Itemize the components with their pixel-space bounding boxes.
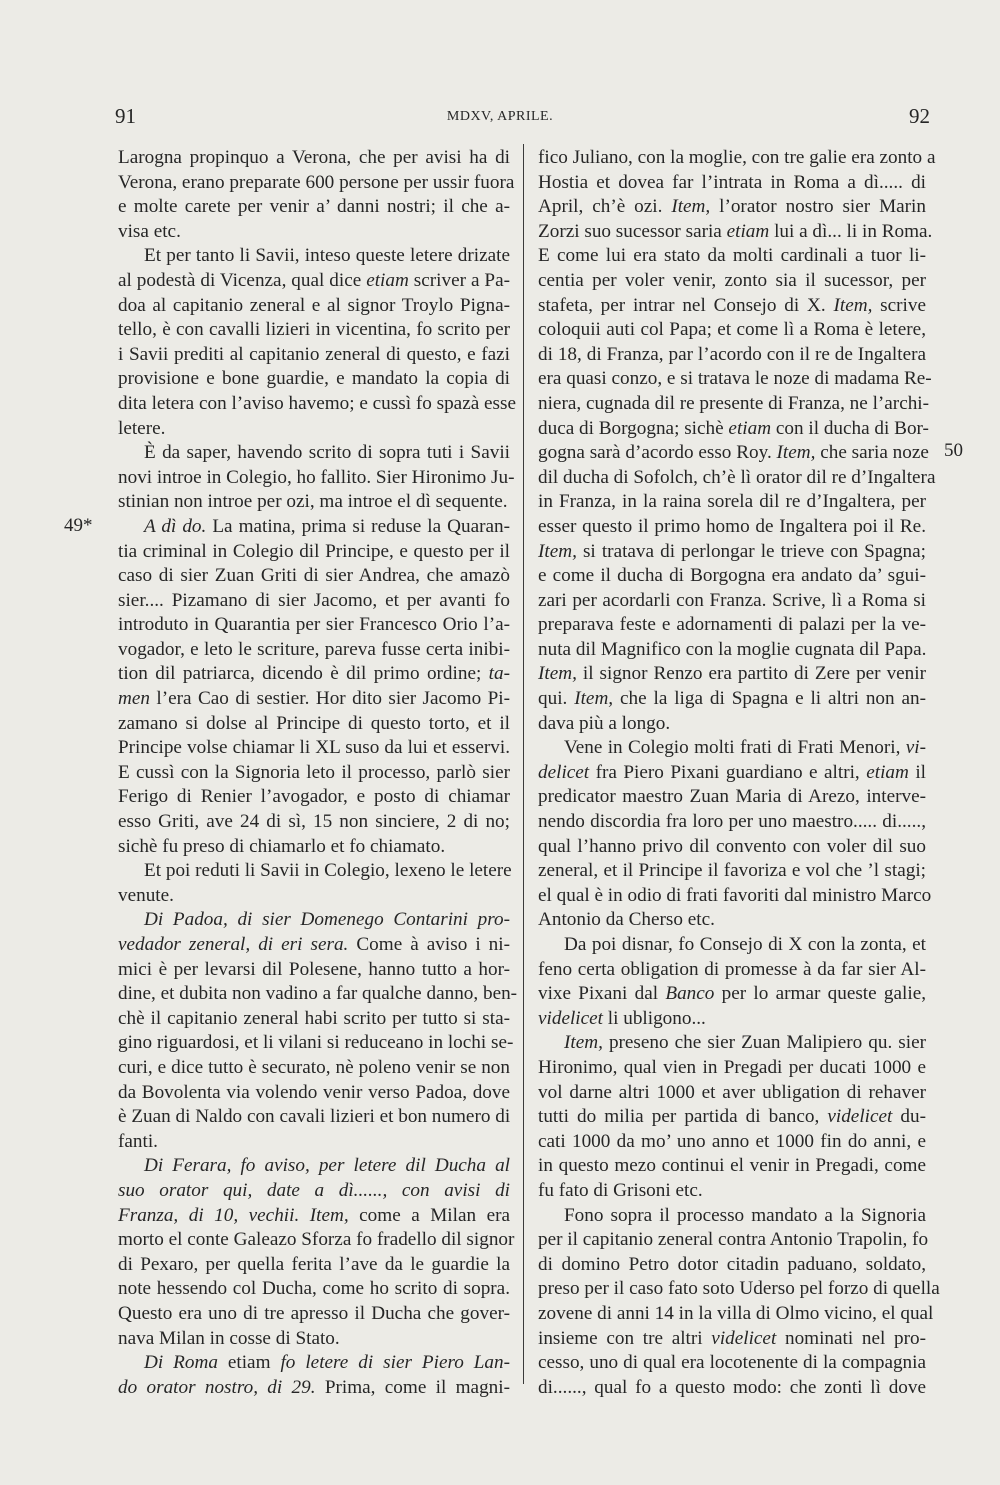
- text-line: [118, 613, 510, 638]
- text-line: [538, 441, 929, 466]
- text-run: dil ducha di Sofolch, ch’è lì orator dil re d’Ingaltera: [538, 466, 936, 488]
- text-run: esso Griti, ave 24 di sì, 15 non sinciere, 2 di no;: [118, 811, 510, 833]
- text-run: per lo armar queste galie,: [714, 983, 927, 1005]
- text-line: [118, 244, 510, 269]
- text-run: qual l’hanno privo dil convento con voler dil suo: [538, 835, 926, 857]
- text-line: [118, 564, 510, 589]
- text-line: [538, 343, 926, 368]
- text-run: Questo era uno di tre apresso il Ducha che gover-: [118, 1302, 510, 1324]
- text-line: [538, 490, 926, 515]
- text-line: [118, 1351, 510, 1376]
- text-run: come a Milan era: [348, 1204, 510, 1226]
- text-run: preparava feste e adornamenti di palazi per la ve-: [538, 614, 926, 636]
- text-run: chè il capitanio zeneral habi scrito per tutto si sta-: [118, 1007, 510, 1029]
- text-line: [538, 171, 926, 196]
- text-run: stinian non introe per ozi, ma introe el dì sequente.: [118, 491, 508, 513]
- text-run: centia per voler venir, zonto sia il sucessor, per: [538, 269, 926, 291]
- text-line: [118, 1007, 510, 1032]
- text-run: si tratava di perlongar le trieve con Spagna;: [576, 540, 926, 562]
- text-line: [118, 515, 510, 540]
- text-line: [118, 441, 510, 466]
- text-line: [118, 958, 510, 983]
- text-line: [538, 613, 926, 638]
- text-line: [118, 761, 510, 786]
- text-line: [538, 244, 926, 269]
- text-run: Hironimo, qual vien in Pregadi per ducati 1000 e: [538, 1056, 926, 1078]
- text-run: etiam: [217, 1352, 281, 1374]
- text-run: Larogna propinquo a Verona, che per avisi ha di: [118, 147, 510, 168]
- text-line: [538, 1007, 926, 1032]
- text-run: Et poi reduti li Savii in Colegio, lexeno le letere: [144, 860, 512, 882]
- text-line: [538, 564, 926, 589]
- text-run: tello, è con cavalli lizieri in vicentina, fo scrito per: [118, 319, 510, 341]
- text-line: [118, 220, 510, 245]
- text-line: [538, 736, 926, 761]
- text-run: zovene di anni 14 in la villa di Olmo vicino, el qual: [538, 1302, 934, 1324]
- italic-text: men: [118, 688, 150, 710]
- text-run: note hessendo col Ducha, come ho scrito di sopra.: [118, 1278, 510, 1300]
- text-run: nuta dil Magnifico con la moglie cugnata dil Papa.: [538, 638, 927, 660]
- text-line: [118, 1179, 510, 1204]
- text-run: fra Piero Pixani guardiano e altri,: [589, 761, 867, 783]
- text-run: Prima, come il magni-: [315, 1376, 510, 1398]
- left-margin-note: 49*: [64, 515, 93, 536]
- text-line: [118, 712, 510, 737]
- text-line: [538, 958, 926, 983]
- text-line: [538, 367, 932, 392]
- italic-text: Item,: [564, 1032, 603, 1054]
- text-line: [538, 982, 926, 1007]
- text-run: insieme con tre altri: [538, 1327, 712, 1349]
- text-line: [118, 146, 510, 171]
- text-line: [538, 1154, 926, 1179]
- text-run: dava più a longo.: [538, 712, 671, 734]
- text-line: [118, 540, 510, 565]
- text-run: che la liga di Spagna e li altri non an-: [613, 688, 926, 710]
- text-run: scriver a Pa-: [408, 269, 510, 291]
- text-run: introduto in Quarantia per sier Francesco Orio l’a-: [118, 614, 510, 636]
- text-run: vol darne altri 1000 et aver ubligation di rehaver: [538, 1081, 926, 1103]
- text-run: da Bovolenta via volendo venir verso Padoa, dove: [118, 1081, 510, 1103]
- italic-text: etiam: [728, 417, 772, 439]
- text-line: [538, 1056, 926, 1081]
- text-run: gino riguardosi, et li vilani si reduceano in lochi se-: [118, 1032, 514, 1054]
- text-run: sichè fu preso di chiamarlo et fo chiamato.: [118, 835, 446, 857]
- text-line: [538, 466, 936, 491]
- text-line: [118, 933, 510, 958]
- text-line: [118, 859, 510, 884]
- text-run: in Franza, in la raina sorela dil re d’Ingaltera, per: [538, 491, 926, 513]
- text-run: curi, e dice tutto è securato, nè poleno venir se non: [118, 1056, 510, 1078]
- text-run: cesso, uno di qual era locotenente di la compagnia: [538, 1352, 926, 1374]
- text-line: [538, 417, 929, 442]
- text-line: [538, 785, 926, 810]
- text-run: E come lui era stato da molti cardinali a tuor li-: [538, 245, 926, 267]
- text-line: [118, 490, 510, 515]
- text-run: dine, et dubita non vadino a far qualche danno, ben-: [118, 983, 518, 1005]
- italic-text: videlicet: [538, 1007, 603, 1029]
- italic-text: A dì do.: [144, 515, 207, 537]
- text-run: Come à aviso i ni-: [348, 934, 510, 955]
- text-run: Fono sopra il processo mandato a la Signoria: [564, 1204, 926, 1226]
- italic-text: suo orator qui, date a dì......, con avisi di: [118, 1179, 510, 1201]
- italic-text: Item,: [833, 294, 873, 316]
- text-line: [538, 318, 926, 343]
- italic-text: etiam: [866, 761, 909, 783]
- text-run: che saria noze: [815, 442, 929, 464]
- text-line: [118, 1031, 514, 1056]
- text-line: [538, 835, 926, 860]
- text-line: [538, 1130, 926, 1155]
- text-run: nominati nel pro-: [776, 1327, 926, 1349]
- text-line: [118, 810, 510, 835]
- text-run: duca di Borgogna; sichè: [538, 417, 729, 439]
- text-run: fu fato di Grisoni etc.: [538, 1179, 703, 1201]
- text-line: [538, 908, 926, 933]
- text-line: [118, 1327, 510, 1352]
- italic-text: ta-: [488, 663, 510, 685]
- text-line: [118, 269, 510, 294]
- text-run: Da poi disnar, fo Consejo di X con la zonta, et: [564, 934, 926, 955]
- text-run: nava Milan in cosse di Stato.: [118, 1327, 340, 1349]
- left-text-column: [118, 146, 518, 1400]
- text-run: zeneral, et il Principe il favoriza e vol che ’l stagi;: [538, 860, 926, 882]
- text-line: [118, 736, 510, 761]
- italic-text: vi-: [905, 737, 926, 759]
- text-line: [538, 884, 932, 909]
- text-line: [118, 294, 510, 319]
- text-run: letere.: [118, 417, 166, 439]
- text-run: e come il ducha di Borgogna era andato da’ sgui-: [538, 565, 926, 587]
- text-line: [118, 1105, 510, 1130]
- text-line: [538, 1376, 926, 1401]
- text-line: [118, 171, 515, 196]
- text-run: qui.: [538, 688, 575, 710]
- text-run: Et per tanto li Savii, inteso queste letere drizate: [144, 245, 510, 267]
- italic-text: videlicet: [827, 1106, 893, 1128]
- text-run: di 18, di Franza, par l’acordo con il re de Ingaltera: [538, 343, 926, 365]
- italic-text: Di Roma: [144, 1352, 218, 1374]
- text-run: novi introe in Colegio, ho fallito. Sier Hironimo Ju-: [118, 466, 515, 488]
- text-run: Principe volse chiamar li XL suso da lui et esservi.: [118, 737, 510, 759]
- text-line: [118, 318, 510, 343]
- text-run: caso di sier Zuan Griti di sier Andrea, che amazò: [118, 565, 510, 587]
- text-run: E cussì con la Signoria leto il processo, parlò sier: [118, 761, 510, 783]
- italic-text: Item,: [776, 442, 816, 464]
- text-line: [538, 933, 926, 958]
- text-line: [118, 1154, 510, 1179]
- text-line: [538, 1204, 926, 1229]
- italic-text: etiam: [726, 220, 770, 242]
- italic-text: Item,: [574, 688, 614, 710]
- text-run: di domino Petro dotor citadin paduano, soldato,: [538, 1253, 926, 1275]
- text-run: il: [908, 761, 926, 783]
- text-line: [538, 146, 936, 171]
- text-line: [118, 1277, 510, 1302]
- right-margin-note: 50: [944, 440, 963, 461]
- text-line: [538, 195, 926, 220]
- text-line: [118, 662, 510, 687]
- text-run: per il capitanio zeneral contra Antonio Trapolin, fo: [538, 1229, 929, 1251]
- italic-text: Item,: [538, 540, 577, 562]
- right-page-number: 92: [909, 104, 930, 128]
- text-line: [538, 1031, 926, 1056]
- text-line: [118, 367, 510, 392]
- text-run: vixe Pixani dal: [538, 983, 666, 1005]
- text-run: Hostia et dovea far l’intrata in Roma a dì..... di: [538, 171, 926, 193]
- text-run: stafeta, per intrar nel Consejo di X.: [538, 294, 834, 316]
- text-run: al podestà di Vicenza, qual dice: [118, 269, 367, 291]
- text-line: [538, 294, 926, 319]
- text-line: [538, 662, 926, 687]
- text-line: [118, 1130, 510, 1155]
- text-line: [538, 859, 926, 884]
- text-run: du-: [892, 1106, 926, 1128]
- text-run: è Zuan di Naldo con cavali lizieri et bon numero di: [118, 1106, 511, 1128]
- text-line: [538, 761, 926, 786]
- text-line: [538, 810, 926, 835]
- text-line: [538, 1327, 926, 1352]
- text-run: l’orator nostro sier Marin: [710, 196, 926, 218]
- text-line: [118, 392, 516, 417]
- text-run: lui a dì... li in Roma.: [769, 220, 933, 242]
- text-run: scrive: [872, 294, 926, 316]
- text-line: [538, 1277, 940, 1302]
- text-run: vogador, e leto le scriture, pareva fusse certa inibi-: [118, 638, 510, 660]
- text-run: e molte carete per venir a’ danni nostri; il che a-: [118, 196, 510, 218]
- running-title: MDXV, APRILE.: [446, 109, 554, 124]
- text-run: el qual è in odio di frati favoriti dal ministro Marco: [538, 884, 932, 906]
- text-line: [118, 908, 510, 933]
- text-line: [118, 1253, 510, 1278]
- text-run: in questo mezo continui el venir in Pregadi, come: [538, 1155, 926, 1177]
- right-text-column: [538, 146, 940, 1400]
- italic-text: delicet: [538, 761, 590, 783]
- text-run: fico Juliano, con la moglie, con tre galie era zonto a: [538, 147, 936, 168]
- text-line: [118, 1376, 510, 1401]
- text-line: [538, 220, 933, 245]
- text-line: [118, 1302, 510, 1327]
- text-line: [118, 835, 510, 860]
- text-line: [538, 392, 930, 417]
- italic-text: Item,: [538, 663, 577, 685]
- text-run: li ubligono...: [602, 1007, 706, 1029]
- italic-text: vedador zeneral, di eri sera.: [118, 934, 349, 955]
- text-run: visa etc.: [118, 220, 181, 242]
- text-line: [118, 785, 510, 810]
- text-run: sier.... Pizamano di sier Jacomo, et per avanti fo: [118, 589, 510, 611]
- text-line: [538, 1351, 926, 1376]
- text-run: preso per il caso fato soto Uderso pel forzo di quella: [538, 1278, 940, 1300]
- text-line: [118, 195, 510, 220]
- text-run: feno certa obligation di promesse à da far sier Al-: [538, 958, 926, 980]
- text-run: Vene in Colegio molti frati di Frati Menori,: [564, 737, 906, 759]
- text-line: [118, 1228, 515, 1253]
- text-line: [118, 638, 510, 663]
- text-run: esser questo il primo homo de Ingaltera poi il Re.: [538, 515, 926, 537]
- column-divider: [523, 144, 524, 1384]
- text-line: [538, 1228, 929, 1253]
- text-run: provisione e bone guardie, e mandato la copia di: [118, 368, 510, 390]
- italic-text: Franza, di 10, vechii. Item,: [118, 1204, 349, 1226]
- text-line: [118, 343, 510, 368]
- text-line: [538, 540, 926, 565]
- text-run: doa al capitanio zeneral e al signor Troylo Pigna-: [118, 294, 510, 316]
- text-run: La matina, prima si reduse la Quaran-: [206, 515, 510, 537]
- left-page-number: 91: [115, 104, 136, 128]
- italic-text: etiam: [366, 269, 409, 291]
- text-run: dita letera con l’aviso havemo; e cussì fo spazà esse: [118, 392, 516, 414]
- text-line: [538, 687, 926, 712]
- text-run: zamano si dolse al Principe di questo torto, et il: [118, 712, 510, 734]
- text-run: era quasi conzo, e si tratava le noze di madama Re-: [538, 368, 932, 390]
- text-line: [118, 417, 510, 442]
- text-run: predicator maestro Zuan Maria di Arezo, interve-: [538, 786, 926, 808]
- text-run: Verona, erano preparate 600 persone per ussir fuora: [118, 171, 515, 193]
- text-line: [118, 1081, 510, 1106]
- text-line: [118, 687, 510, 712]
- text-run: mici è per levarsi dil Polesene, hanno tutto a hor-: [118, 958, 510, 980]
- text-run: fanti.: [118, 1130, 158, 1152]
- text-run: nendo discordia fra loro per uno maestro..... di.....,: [538, 811, 926, 833]
- text-line: [118, 1056, 510, 1081]
- text-run: venute.: [118, 884, 174, 906]
- text-run: tion dil patriarca, dicendo è dil primo ordine;: [118, 663, 489, 685]
- text-line: [118, 884, 510, 909]
- text-line: [538, 1081, 926, 1106]
- text-run: di......, qual fo a questo modo: che zonti lì dove: [538, 1376, 926, 1398]
- text-run: tia criminal in Colegio dil Principe, e questo per il: [118, 540, 510, 562]
- text-run: i Savii prediti al capitanio zeneral di questo, e fazi: [118, 343, 510, 365]
- text-run: April, ch’è ozi.: [538, 196, 672, 218]
- text-line: [118, 466, 515, 491]
- text-line: [118, 589, 510, 614]
- text-run: gogna sarà d’acordo esso Roy.: [538, 442, 777, 464]
- text-run: coloquii auti col Papa; et come lì a Roma è letere,: [538, 319, 926, 341]
- text-run: morto el conte Galeazo Sforza fo fradello dil signor: [118, 1229, 515, 1251]
- italic-text: Di Ferara, fo aviso, per letere dil Ducha al: [144, 1155, 510, 1177]
- text-run: Ferigo di Renier l’avogador, e posto di chiamar: [118, 786, 510, 808]
- text-run: È da saper, havendo scrito di sopra tuti i Savii: [144, 442, 510, 464]
- italic-text: videlicet: [711, 1327, 777, 1349]
- text-line: [118, 1204, 510, 1229]
- text-run: Antonio da Cherso etc.: [538, 909, 715, 931]
- text-run: l’era Cao di sestier. Hor dito sier Jacomo Pi-: [149, 688, 510, 710]
- text-line: [538, 1179, 926, 1204]
- text-run: preseno che sier Zuan Malipiero qu. sier: [602, 1032, 926, 1054]
- text-line: [538, 638, 926, 663]
- text-run: Zorzi suo sucessor saria: [538, 220, 727, 242]
- page-header: [0, 104, 1000, 136]
- text-run: niera, cugnada dil re presente di Franza, ne l’archi-: [538, 392, 930, 414]
- text-line: [538, 515, 926, 540]
- italic-text: fo letere di sier Piero Lan-: [280, 1352, 511, 1374]
- text-line: [538, 269, 926, 294]
- text-line: [538, 1105, 926, 1130]
- italic-text: Di Padoa, di sier Domenego Contarini pro-: [144, 909, 510, 931]
- italic-text: Item,: [671, 196, 711, 218]
- text-run: il signor Renzo era partito di Zere per venir: [576, 663, 926, 685]
- text-run: con il ducha di Bor-: [771, 417, 929, 439]
- text-run: cati 1000 da mo’ uno anno et 1000 fin do anni, e: [538, 1130, 926, 1152]
- text-line: [538, 1302, 934, 1327]
- text-line: [538, 1253, 926, 1278]
- text-line: [538, 589, 926, 614]
- text-run: tutti do milia per partida di banco,: [538, 1106, 828, 1128]
- text-line: [538, 712, 926, 737]
- text-run: di Pexaro, per quella ferita l’ave da le guardie la: [118, 1253, 510, 1275]
- italic-text: Banco: [665, 983, 715, 1005]
- text-run: zari per acordarli con Franza. Scrive, lì a Roma si: [538, 589, 926, 611]
- italic-text: do orator nostro, di 29.: [118, 1376, 316, 1398]
- text-line: [118, 982, 518, 1007]
